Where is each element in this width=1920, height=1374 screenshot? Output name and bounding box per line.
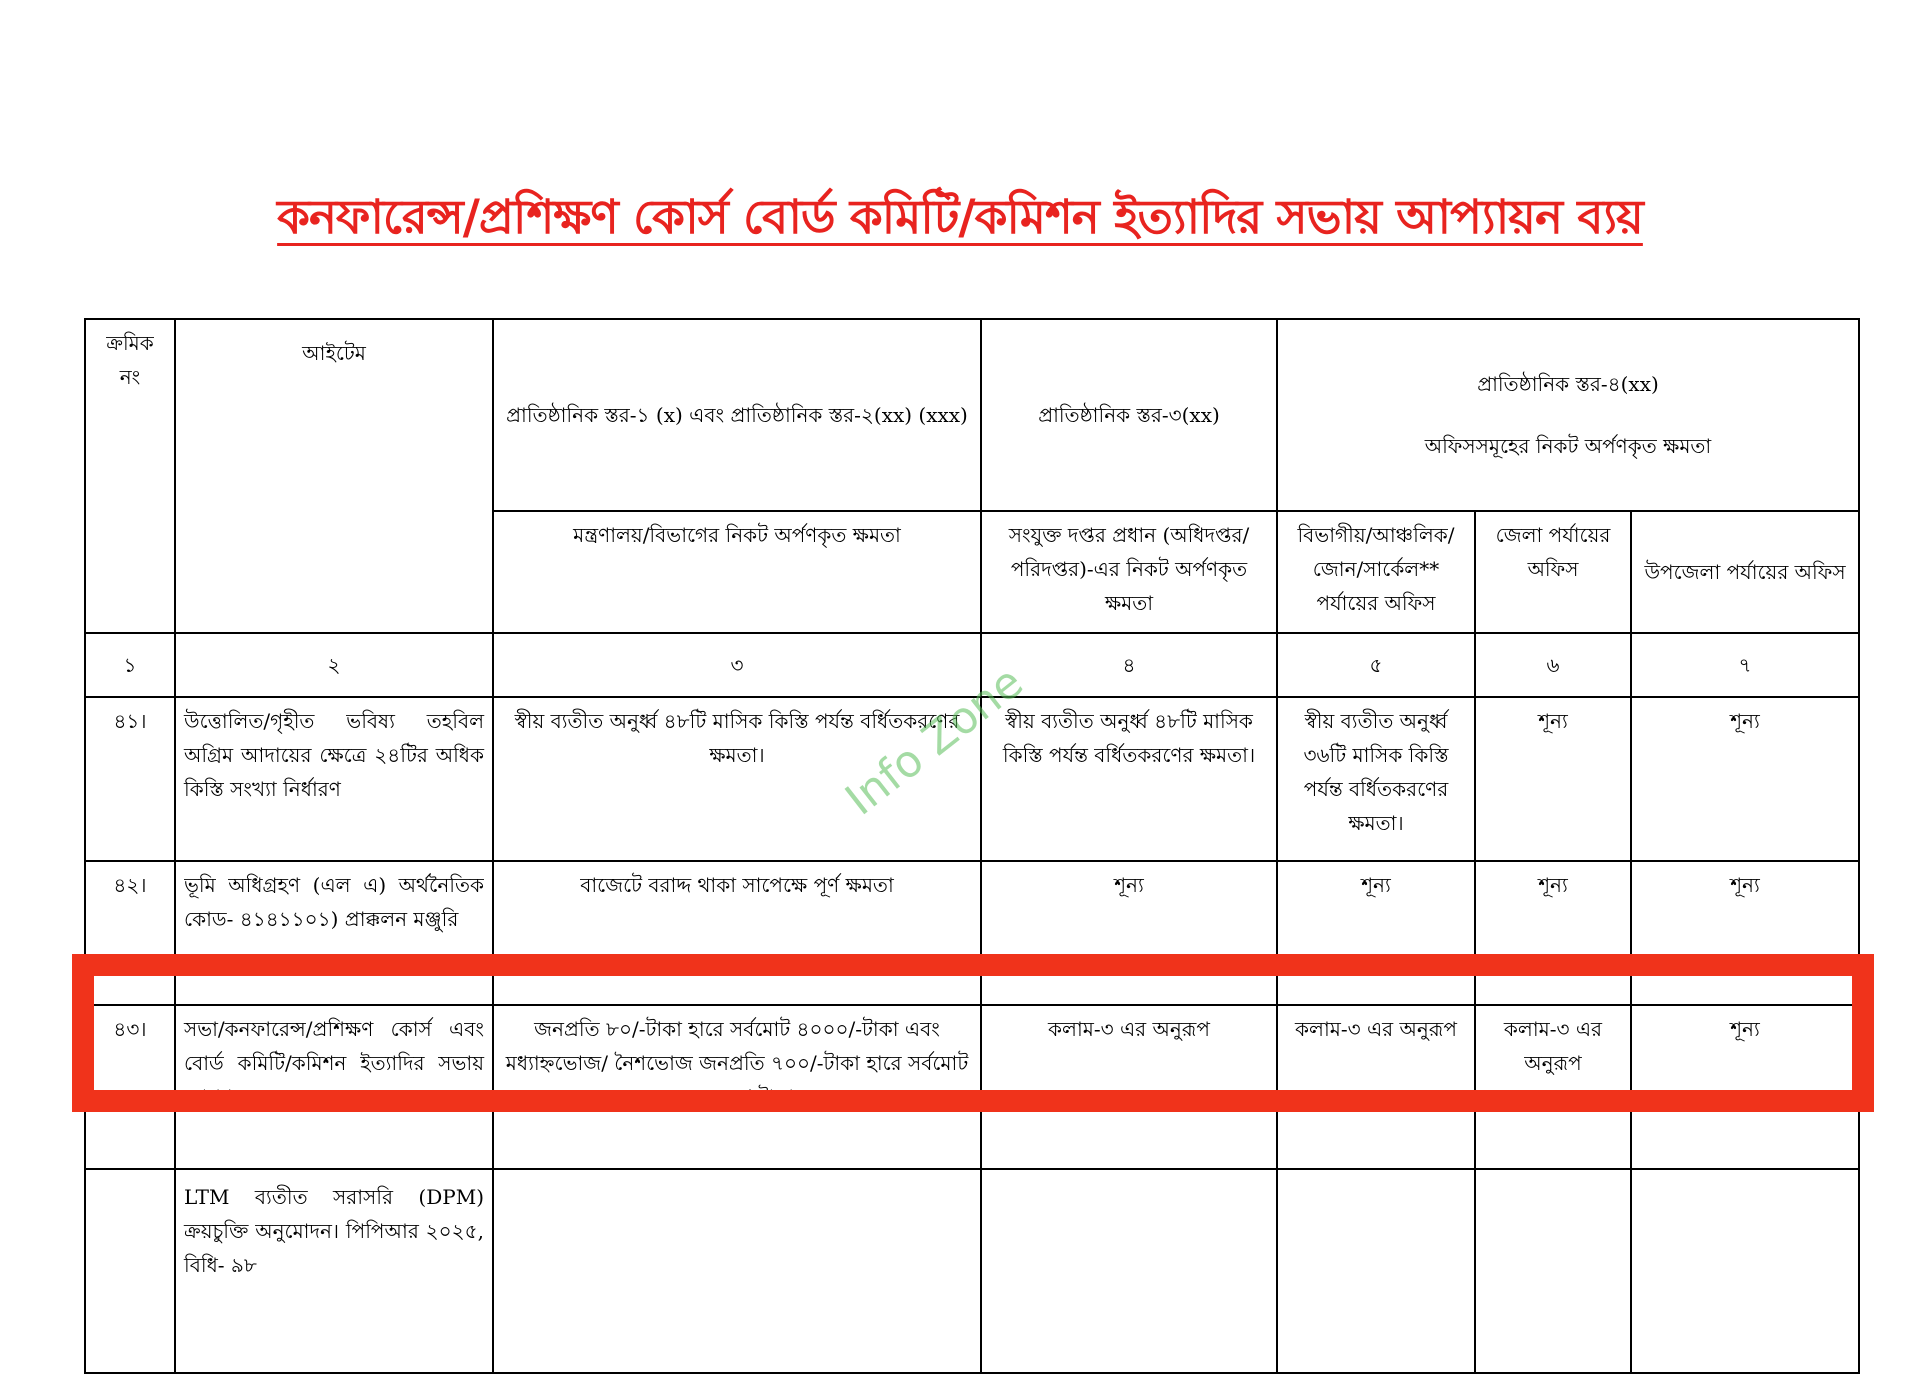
row-item: LTM ব্যতীত সরাসরি (DPM) ক্রয়চুক্তি অনুমোদন। পিপিআর ২০২৫, বিধি- ৯৮ bbox=[175, 1169, 493, 1373]
header-row-1 bbox=[85, 319, 1859, 511]
column-number: ৩ bbox=[493, 633, 981, 697]
row-serial: ৪১। bbox=[85, 697, 175, 861]
watermark: Info Zone bbox=[836, 656, 1033, 826]
row-upazila-power: শূন্য bbox=[1631, 1005, 1859, 1169]
header-level4-subtitle: অফিসসমূহের নিকট অর্পণকৃত ক্ষমতা bbox=[1424, 434, 1712, 458]
row-attached-power: স্বীয় ব্যতীত অনুর্ধ্ব ৪৮টি মাসিক কিস্তি পর্যন্ত বর্ধিতকরণের ক্ষমতা। bbox=[981, 697, 1277, 861]
row-divisional-power: কলাম-৩ এর অনুরূপ bbox=[1277, 1005, 1475, 1169]
row-serial: ৪৩। bbox=[85, 1005, 175, 1169]
column-number: ৭ bbox=[1631, 633, 1859, 697]
table-row bbox=[85, 1169, 1859, 1373]
row-ministry-power: স্বীয় ব্যতীত অনুর্ধ্ব ৪৮টি মাসিক কিস্তি পর্যন্ত বর্ধিতকরণের ক্ষমতা। bbox=[493, 697, 981, 861]
header-level4-title: প্রাতিষ্ঠানিক স্তর-৪(xx) bbox=[1477, 372, 1659, 396]
row-attached-power: শূন্য bbox=[981, 861, 1277, 1005]
row-item: উত্তোলিত/গৃহীত ভবিষ্য তহবিল অগ্রিম আদায়ের ক্ষেত্রে ২৪টির অধিক কিস্তি সংখ্যা নির্ধারণ bbox=[175, 697, 493, 861]
row-district-power: কলাম-৩ এর অনুরূপ bbox=[1475, 1005, 1631, 1169]
column-number: ৬ bbox=[1475, 633, 1631, 697]
header-district: জেলা পর্যায়ের অফিস bbox=[1475, 511, 1631, 633]
column-number: ২ bbox=[175, 633, 493, 697]
row-ministry-power: বাজেটে বরাদ্দ থাকা সাপেক্ষে পূর্ণ ক্ষমতা bbox=[493, 861, 981, 1005]
row-divisional-power: স্বীয় ব্যতীত অনুর্ধ্ব ৩৬টি মাসিক কিস্তি পর্যন্ত বর্ধিতকরণের ক্ষমতা। bbox=[1277, 697, 1475, 861]
header-ministry: মন্ত্রণালয়/বিভাগের নিকট অর্পণকৃত ক্ষমতা bbox=[493, 511, 981, 633]
page-title: কনফারেন্স/প্রশিক্ষণ কোর্স বোর্ড কমিটি/কমিশন ইত্যাদির সভায় আপ্যায়ন ব্যয় bbox=[277, 190, 1643, 245]
row-ministry-power: জনপ্রতি ৮০/-টাকা হারে সর্বমোট ৪০০০/-টাকা এবং মধ্যাহ্নভোজ/ নৈশভোজ জনপ্রতি ৭০০/-টাকা হারে সর্বমোট ৭০,০০০/-টাকা। bbox=[493, 1005, 981, 1169]
row-upazila-power: শূন্য bbox=[1631, 697, 1859, 861]
row-divisional-power: শূন্য bbox=[1277, 861, 1475, 1005]
highlight-box bbox=[72, 954, 1874, 1112]
column-number: ৪ bbox=[981, 633, 1277, 697]
header-level4 bbox=[1277, 319, 1859, 511]
row-divisional-power bbox=[1277, 1169, 1475, 1373]
header-item: আইটেম bbox=[175, 319, 493, 633]
row-upazila-power: শূন্য bbox=[1631, 861, 1859, 1005]
header-level3: প্রাতিষ্ঠানিক স্তর-৩(xx) bbox=[981, 319, 1277, 511]
row-ministry-power bbox=[493, 1169, 981, 1373]
delegation-table bbox=[84, 318, 1860, 1374]
row-district-power: শূন্য bbox=[1475, 861, 1631, 1005]
header-upazila: উপজেলা পর্যায়ের অফিস bbox=[1631, 511, 1859, 633]
row-attached-power bbox=[981, 1169, 1277, 1373]
column-number: ১ bbox=[85, 633, 175, 697]
column-number: ৫ bbox=[1277, 633, 1475, 697]
row-upazila-power bbox=[1631, 1169, 1859, 1373]
header-level12: প্রাতিষ্ঠানিক স্তর-১ (x) এবং প্রাতিষ্ঠানিক স্তর-২(xx) (xxx) bbox=[493, 319, 981, 511]
header-attached: সংযুক্ত দপ্তর প্রধান (অধিদপ্তর/পরিদপ্তর)-এর নিকট অর্পণকৃত ক্ষমতা bbox=[981, 511, 1277, 633]
row-attached-power: কলাম-৩ এর অনুরূপ bbox=[981, 1005, 1277, 1169]
row-item: ভূমি অধিগ্রহণ (এল এ) অর্থনৈতিক কোড- ৪১৪১১০১) প্রাক্কলন মঞ্জুরি bbox=[175, 861, 493, 1005]
row-item: সভা/কনফারেন্স/প্রশিক্ষণ কোর্স এবং বোর্ড কমিটি/কমিশন ইত্যাদির সভায় আপ্যায়ন ব্যয়। bbox=[175, 1005, 493, 1169]
row-serial bbox=[85, 1169, 175, 1373]
header-divisional: বিভাগীয়/আঞ্চলিক/ জোন/সার্কেল** পর্যায়ের অফিস bbox=[1277, 511, 1475, 633]
row-district-power: শূন্য bbox=[1475, 697, 1631, 861]
header-serial: ক্রমিক নং bbox=[85, 319, 175, 633]
row-serial: ৪২। bbox=[85, 861, 175, 1005]
row-district-power bbox=[1475, 1169, 1631, 1373]
